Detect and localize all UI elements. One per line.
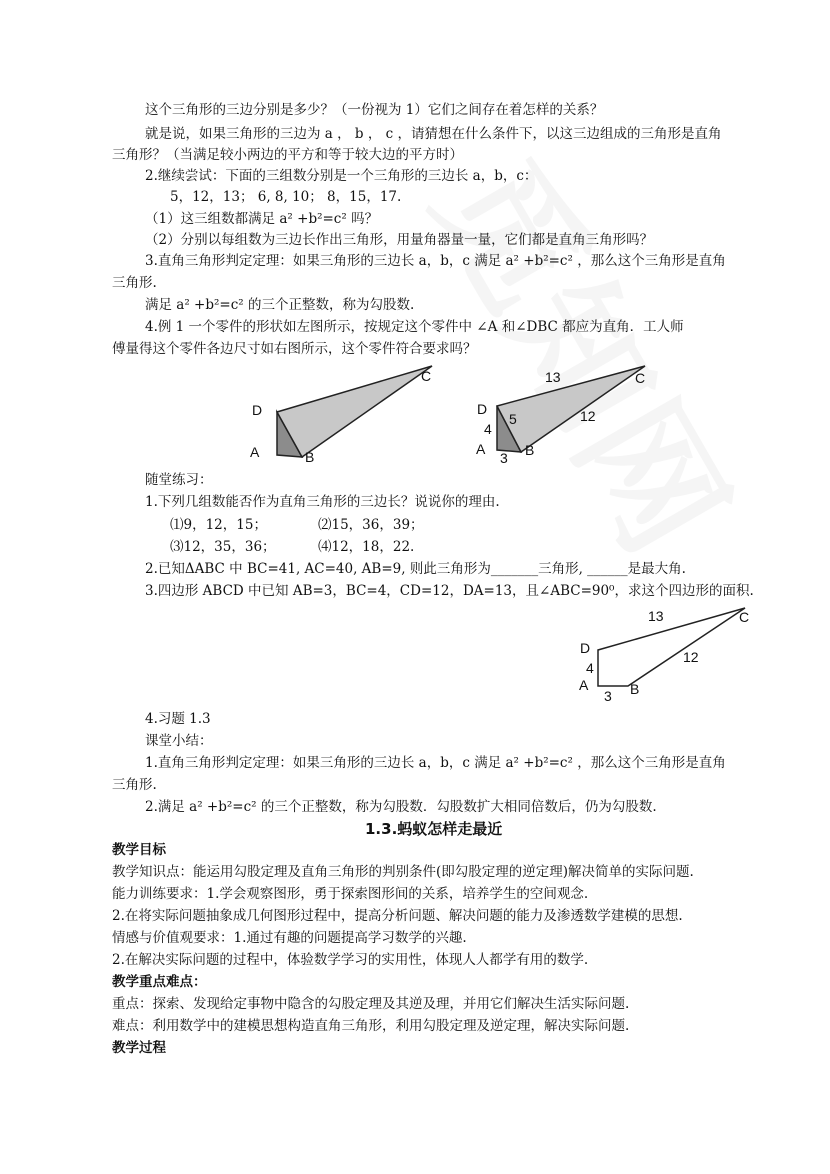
text-line: 三角形.: [112, 275, 157, 291]
figure-quadrilateral: [579, 608, 749, 704]
text-line: 5，12，13； 6, 8, 10； 8，15，17.: [170, 189, 402, 205]
practice-q1-option: ⑴9，12，15；: [170, 517, 267, 533]
text-line: 三角形？（当满足较小两边的平方和等于较大边的平方时）: [112, 147, 463, 163]
text-line: 就是说，如果三角形的三边为 a ， b ， c ，请猜想在什么条件下，以这三边组成的三角形是直角: [145, 126, 722, 142]
practice-heading: 随堂练习：: [145, 472, 213, 488]
label-dc: 13: [545, 369, 561, 385]
practice-q1-option: ⑶12，35，36；: [170, 539, 276, 555]
triangle-dbc: [497, 366, 645, 452]
goal-line: 能力训练要求：1.学会观察图形，勇于探索图形间的关系，培养学生的空间观念.: [112, 886, 589, 902]
goal-line: 2.在解决实际问题的过程中，体验数学学习的实用性，体现人人都学有用的数学.: [112, 952, 589, 968]
key-heading: 教学重点难点：: [112, 974, 207, 990]
text-line: （2）分别以每组数为三边长作出三角形，用量角器量一量，它们都是直角三角形吗？: [145, 232, 654, 248]
label-b: B: [525, 442, 535, 458]
section-title: 1.3.蚂蚁怎样走最近: [365, 820, 503, 838]
figure-left: [250, 366, 432, 465]
summary-line: 2.满足 a² +b²=c² 的三个正整数，称为勾股数．勾股数扩大相同倍数后，仍为勾股数.: [145, 799, 657, 815]
practice-q1-option: ⑷12，18，22.: [318, 539, 415, 555]
summary-line: 1.直角三角形判定定理：如果三角形的三边长 a，b，c 满足 a² +b²=c² ，那么这个三角形是直角: [145, 755, 726, 771]
text-line: 3.直角三角形判定定理：如果三角形的三边长 a，b，c 满足 a² +b²=c² ，那么这个三角形是直角: [145, 253, 726, 269]
label-a: A: [579, 677, 589, 693]
practice-q3: 3.四边形 ABCD 中已知 AB=3，BC=4，CD=12，DA=13，且∠ABC=90⁰，求这个四边形的面积.: [145, 583, 754, 599]
label-a: A: [250, 444, 260, 460]
practice-q1-option: ⑵15，36，39；: [318, 517, 424, 533]
practice-q2: 2.已知ΔABC 中 BC=41, AC=40, AB=9, 则此三角形为_______三角形, ______是最大角.: [145, 561, 686, 577]
label-ad: 4: [484, 421, 492, 437]
summary-line: 三角形.: [112, 777, 157, 793]
key-line: 难点：利用数学中的建模思想构造直角三角形，利用勾股定理及逆定理，解决实际问题.: [112, 1018, 630, 1034]
label-bc: 12: [580, 408, 596, 424]
quadrilateral-abcd: [598, 608, 745, 686]
text-line: （1）这三组数都满足 a² +b²=c² 吗？: [145, 211, 379, 227]
label-c: C: [635, 370, 646, 386]
label-c: C: [739, 609, 750, 625]
label-db: 5: [509, 411, 517, 427]
summary-heading: 课堂小结：: [145, 733, 213, 749]
label-dc: 12: [683, 649, 699, 665]
label-ab: 3: [604, 688, 612, 704]
text-line: 2.继续尝试：下面的三组数分别是一个三角形的三边长 a，b，c：: [145, 168, 538, 184]
label-d: D: [477, 401, 488, 417]
process-heading: 教学过程: [112, 1040, 166, 1056]
label-c: C: [421, 368, 432, 384]
label-d: D: [580, 640, 591, 656]
text-line: 这个三角形的三边分别是多少？（一份视为 1）它们之间存在着怎样的关系？: [145, 102, 604, 118]
key-line: 重点：探索、发现给定事物中隐含的勾股定理及其逆及理，并用它们解决生活实际问题.: [112, 996, 630, 1012]
label-ad: 4: [586, 660, 594, 676]
triangle-dbc: [277, 366, 432, 457]
label-b: B: [630, 681, 640, 697]
text-line: 4.例 1 一个零件的形状如左图所示，按规定这个零件中 ∠A 和∠DBC 都应为直角．工人师: [145, 319, 684, 335]
goal-line: 教学知识点：能运用勾股定理及直角三角形的判别条件(即勾股定理的逆定理)解决简单的实际问题.: [112, 864, 694, 880]
label-b: B: [305, 449, 315, 465]
label-d: D: [252, 402, 263, 418]
goal-line: 2.在将实际问题抽象成几何图形过程中，提高分析问题、解决问题的能力及渗透数学建模的思想.: [112, 908, 683, 924]
figure-right: [476, 366, 645, 466]
label-a: A: [476, 441, 486, 457]
text-line: 傅量得这个零件各边尺寸如右图所示，这个零件符合要求吗？: [112, 341, 477, 357]
label-ac: 13: [648, 608, 664, 624]
practice-q4: 4.习题 1.3: [145, 711, 211, 727]
text-line: 满足 a² +b²=c² 的三个正整数，称为勾股数.: [145, 297, 415, 313]
goals-heading: 教学目标: [112, 842, 166, 858]
goal-line: 情感与价值观要求：1.通过有趣的问题提高学习数学的兴趣.: [112, 930, 467, 946]
practice-q1: 1.下列几组数能否作为直角三角形的三边长？说说你的理由.: [145, 494, 500, 510]
label-ab: 3: [500, 450, 508, 466]
